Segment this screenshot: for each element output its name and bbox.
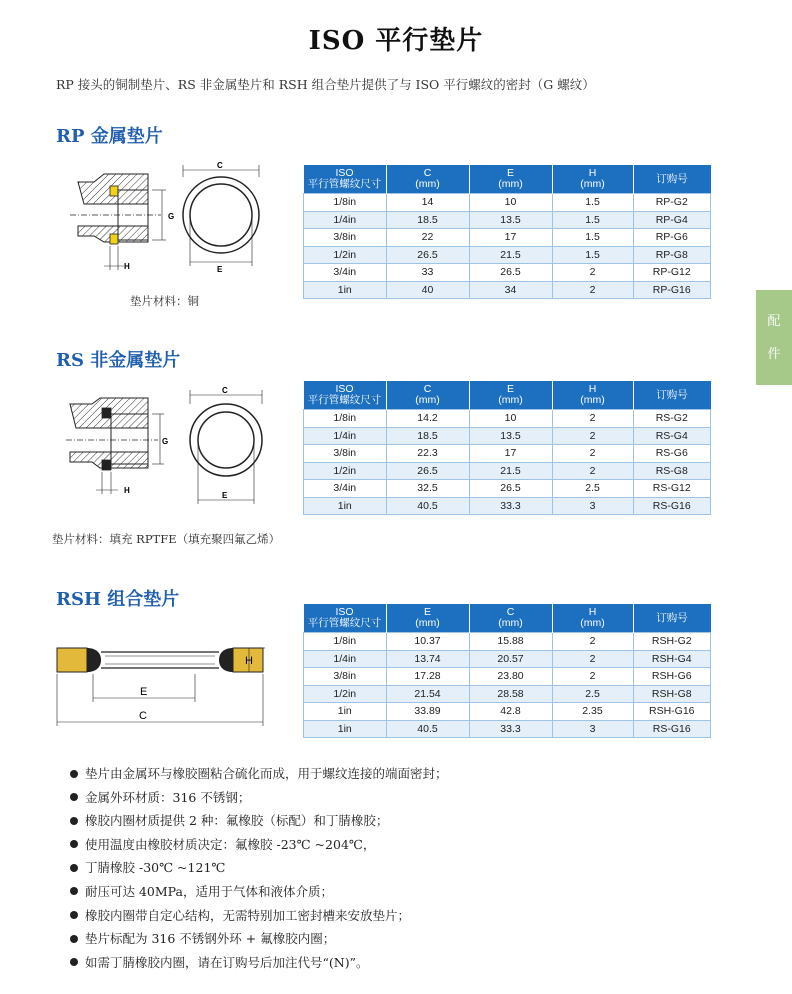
table-row [304, 246, 711, 264]
rsh-cell-c: 42.8 [469, 703, 552, 721]
rsh-cell-c: 20.57 [469, 650, 552, 668]
rs-label-e: E [222, 491, 228, 500]
rp-cell-h: 1.5 [552, 194, 633, 212]
rp-col-iso-l2: 平行管螺纹尺寸 [307, 178, 382, 190]
rsh-cell-size: 1/8in [304, 633, 387, 651]
rp-cell-size: 1/2in [304, 246, 387, 264]
rs-col-h [552, 381, 633, 410]
rs-cell-order: RS-G16 [633, 497, 711, 515]
rs-col-e [469, 381, 552, 410]
table-row [304, 462, 711, 480]
rs-cell-size: 1/8in [304, 410, 387, 428]
rp-cell-h: 1.5 [552, 229, 633, 247]
rs-cell-c: 32.5 [386, 480, 469, 498]
bullet-dot-icon [70, 958, 78, 966]
rs-cell-h: 2.5 [552, 480, 633, 498]
side-tab-accessories[interactable] [756, 290, 792, 385]
bullet-dot-icon [70, 817, 78, 825]
rsh-table-header-row [304, 604, 711, 633]
rs-col-iso [304, 381, 387, 410]
bullet-dot-icon [70, 793, 78, 801]
rp-spec-table [303, 165, 711, 299]
list-item-text: 如需丁腈橡胶内圈，请在订购号后加注代号“(N)”。 [85, 954, 369, 970]
rsh-cell-e: 13.74 [386, 650, 469, 668]
rs-cell-c: 18.5 [386, 427, 469, 445]
rsh-col-iso-l2: 平行管螺纹尺寸 [307, 617, 382, 629]
rp-cell-order: RP-G16 [633, 281, 711, 299]
rsh-cell-h: 2 [552, 668, 633, 686]
rp-cell-size: 3/8in [304, 229, 387, 247]
bullet-dot-icon [70, 864, 78, 872]
table-row [304, 703, 711, 721]
section-title-rsh: RSH 组合垫片 [56, 589, 180, 610]
rp-cell-c: 26.5 [386, 246, 469, 264]
rsh-label-e: E [140, 686, 148, 698]
rp-col-iso [304, 165, 387, 194]
table-row [304, 497, 711, 515]
rp-col-c [386, 165, 469, 194]
rp-col-c-l2: (mm) [415, 178, 440, 190]
rsh-cell-c: 23.80 [469, 668, 552, 686]
rp-col-iso-l1: ISO [335, 167, 354, 179]
rsh-cell-c: 33.3 [469, 720, 552, 738]
rs-col-c [386, 381, 469, 410]
rs-gasket-diagram [66, 384, 286, 509]
bullet-dot-icon [70, 840, 78, 848]
table-row [304, 445, 711, 463]
rp-cell-c: 22 [386, 229, 469, 247]
rsh-cell-e: 10.37 [386, 633, 469, 651]
rs-col-e-l2: (mm) [498, 394, 523, 406]
table-row [304, 685, 711, 703]
rs-label-g: G [162, 437, 169, 446]
rsh-cell-h: 2.5 [552, 685, 633, 703]
rs-cell-h: 2 [552, 427, 633, 445]
table-row [304, 480, 711, 498]
rp-cell-h: 2 [552, 264, 633, 282]
rp-col-h [552, 165, 633, 194]
section-title-rp: RP 金属垫片 [56, 126, 163, 147]
rs-cell-c: 26.5 [386, 462, 469, 480]
rsh-cell-order: RSH-G4 [633, 650, 711, 668]
rs-cell-size: 1/4in [304, 427, 387, 445]
rs-cell-h: 3 [552, 497, 633, 515]
rs-cell-e: 10 [469, 410, 552, 428]
bullet-dot-icon [70, 911, 78, 919]
rp-col-e [469, 165, 552, 194]
rs-cell-order: RS-G2 [633, 410, 711, 428]
rp-cell-order: RP-G6 [633, 229, 711, 247]
rsh-col-c [469, 604, 552, 633]
rp-cell-c: 14 [386, 194, 469, 212]
rsh-spec-table [303, 604, 711, 738]
rp-label-g: G [168, 212, 175, 221]
table-row [304, 668, 711, 686]
rs-table-header-row [304, 381, 711, 410]
rp-cell-size: 1in [304, 281, 387, 299]
rsh-cell-c: 15.88 [469, 633, 552, 651]
list-item-text: 丁腈橡胶 -30℃ ~121℃ [85, 860, 226, 876]
table-row [304, 633, 711, 651]
rsh-cell-order: RS-G16 [633, 720, 711, 738]
rsh-col-h-l1: H [588, 606, 597, 618]
list-item [70, 833, 448, 857]
rsh-cell-h: 2 [552, 633, 633, 651]
list-item-text: 使用温度由橡胶材质决定：氟橡胶 -23℃ ~204℃， [85, 836, 376, 852]
rp-cell-c: 33 [386, 264, 469, 282]
rs-cell-c: 40.5 [386, 497, 469, 515]
rs-col-h-l1: H [588, 383, 597, 395]
rsh-col-order [633, 604, 711, 633]
rs-cell-e: 17 [469, 445, 552, 463]
rs-cell-order: RS-G6 [633, 445, 711, 463]
rsh-col-h-l2: (mm) [580, 617, 605, 629]
rsh-cell-size: 1/2in [304, 685, 387, 703]
rsh-col-e-l1: E [423, 606, 431, 618]
bullet-dot-icon [70, 887, 78, 895]
rs-cell-h: 2 [552, 445, 633, 463]
rp-col-h-l2: (mm) [580, 178, 605, 190]
rs-col-h-l2: (mm) [580, 394, 605, 406]
section-title-rs: RS 非金属垫片 [56, 350, 181, 371]
rs-cell-size: 1/2in [304, 462, 387, 480]
rs-col-e-l1: E [506, 383, 514, 395]
rsh-cell-h: 2.35 [552, 703, 633, 721]
table-row [304, 650, 711, 668]
rp-label-c: C [217, 161, 223, 170]
rp-cell-order: RP-G2 [633, 194, 711, 212]
rsh-cell-order: RSH-G2 [633, 633, 711, 651]
rp-label-h: H [124, 262, 130, 271]
rsh-cell-size: 1in [304, 703, 387, 721]
rp-cell-order: RP-G4 [633, 211, 711, 229]
rs-col-order-l1: 订购号 [656, 388, 688, 401]
rsh-cell-e: 33.89 [386, 703, 469, 721]
rp-material: 垫片材料：铜 [130, 294, 199, 308]
feature-list [70, 762, 448, 974]
list-item [70, 809, 448, 833]
list-item [70, 762, 448, 786]
rp-cell-h: 1.5 [552, 246, 633, 264]
rp-gasket-diagram [66, 160, 286, 280]
bullet-dot-icon [70, 935, 78, 943]
rp-col-h-l1: H [588, 167, 597, 179]
rs-col-order [633, 381, 711, 410]
rs-material: 垫片材料：填充 RPTFE（填充聚四氟乙烯） [52, 532, 281, 546]
rsh-cell-e: 40.5 [386, 720, 469, 738]
table-row [304, 264, 711, 282]
rp-col-c-l1: C [423, 167, 432, 179]
rp-cell-e: 17 [469, 229, 552, 247]
side-tab-char-2: 件 [767, 347, 781, 362]
rp-cell-e: 26.5 [469, 264, 552, 282]
rs-cell-e: 33.3 [469, 497, 552, 515]
rsh-col-h [552, 604, 633, 633]
rs-label-h: H [124, 486, 130, 495]
rp-cell-size: 1/8in [304, 194, 387, 212]
rs-cell-e: 13.5 [469, 427, 552, 445]
rs-col-c-l2: (mm) [415, 394, 440, 406]
list-item-text: 金属外环材质：316 不锈钢； [85, 789, 251, 805]
list-item-text: 垫片标配为 316 不锈钢外环 + 氟橡胶内圈； [85, 931, 336, 947]
rsh-cell-order: RSH-G8 [633, 685, 711, 703]
rp-cell-c: 18.5 [386, 211, 469, 229]
list-item-text: 橡胶内圈材质提供 2 种：氟橡胶（标配）和丁腈橡胶； [85, 813, 389, 829]
rs-cell-order: RS-G8 [633, 462, 711, 480]
table-row [304, 427, 711, 445]
list-item [70, 856, 448, 880]
table-row [304, 720, 711, 738]
rp-table-header-row [304, 165, 711, 194]
rs-col-iso-l2: 平行管螺纹尺寸 [307, 394, 382, 406]
rp-cell-h: 2 [552, 281, 633, 299]
rsh-col-order-l1: 订购号 [656, 611, 688, 624]
rp-cell-c: 40 [386, 281, 469, 299]
list-item [70, 786, 448, 810]
rp-cell-size: 1/4in [304, 211, 387, 229]
rp-cell-e: 10 [469, 194, 552, 212]
table-row [304, 194, 711, 212]
rp-cell-size: 3/4in [304, 264, 387, 282]
list-item [70, 880, 448, 904]
side-tab-char-1: 配 [767, 314, 781, 329]
rp-cell-h: 1.5 [552, 211, 633, 229]
rsh-cell-order: RSH-G16 [633, 703, 711, 721]
rs-cell-size: 3/8in [304, 445, 387, 463]
rsh-label-c: C [139, 710, 147, 722]
rp-cell-order: RP-G12 [633, 264, 711, 282]
rp-cell-e: 34 [469, 281, 552, 299]
page-title: ISO 平行垫片 [308, 26, 484, 56]
rp-cell-e: 13.5 [469, 211, 552, 229]
rp-col-e-l2: (mm) [498, 178, 523, 190]
rsh-cell-order: RSH-G6 [633, 668, 711, 686]
rs-cell-h: 2 [552, 462, 633, 480]
rs-cell-e: 26.5 [469, 480, 552, 498]
rs-cell-c: 22.3 [386, 445, 469, 463]
list-item [70, 951, 448, 975]
list-item-text: 耐压可达 40MPa，适用于气体和液体介质； [85, 883, 333, 899]
rsh-cell-e: 17.28 [386, 668, 469, 686]
rs-cell-e: 21.5 [469, 462, 552, 480]
table-row [304, 410, 711, 428]
list-item-text: 橡胶内圈带自定心结构，无需特别加工密封槽来安放垫片； [85, 907, 411, 923]
rp-label-e: E [217, 265, 223, 274]
rsh-col-iso-l1: ISO [335, 606, 354, 618]
rsh-cell-h: 2 [552, 650, 633, 668]
rs-cell-size: 1in [304, 497, 387, 515]
list-item [70, 927, 448, 951]
list-item [70, 904, 448, 928]
bullet-dot-icon [70, 770, 78, 778]
rsh-col-e-l2: (mm) [415, 617, 440, 629]
rs-col-iso-l1: ISO [335, 383, 354, 395]
rp-col-e-l1: E [506, 167, 514, 179]
rsh-cell-e: 21.54 [386, 685, 469, 703]
table-row [304, 229, 711, 247]
rsh-col-c-l1: C [506, 606, 515, 618]
rs-cell-order: RS-G4 [633, 427, 711, 445]
rp-cell-e: 21.5 [469, 246, 552, 264]
list-item-text: 垫片由金属环与橡胶圈粘合硫化而成，用于螺纹连接的端面密封； [85, 766, 448, 781]
table-row [304, 211, 711, 229]
rsh-cell-size: 1/4in [304, 650, 387, 668]
table-row [304, 281, 711, 299]
intro-text: RP 接头的铜制垫片、RS 非金属垫片和 RSH 组合垫片提供了与 ISO 平行螺纹的密封（G 螺纹） [56, 77, 595, 92]
rp-col-order-l1: 订购号 [656, 172, 688, 185]
rsh-cell-size: 1in [304, 720, 387, 738]
rsh-gasket-diagram [55, 630, 270, 730]
rp-cell-order: RP-G8 [633, 246, 711, 264]
rsh-cell-h: 3 [552, 720, 633, 738]
rs-label-c: C [222, 386, 228, 395]
rp-col-order [633, 165, 711, 194]
rsh-col-c-l2: (mm) [498, 617, 523, 629]
rsh-cell-c: 28.58 [469, 685, 552, 703]
rsh-cell-size: 3/8in [304, 668, 387, 686]
rs-cell-h: 2 [552, 410, 633, 428]
rsh-label-h: H [245, 655, 253, 667]
rsh-col-iso [304, 604, 387, 633]
rs-spec-table [303, 381, 711, 515]
rsh-col-e [386, 604, 469, 633]
rs-cell-size: 3/4in [304, 480, 387, 498]
rs-col-c-l1: C [423, 383, 432, 395]
rs-cell-order: RS-G12 [633, 480, 711, 498]
rs-cell-c: 14.2 [386, 410, 469, 428]
